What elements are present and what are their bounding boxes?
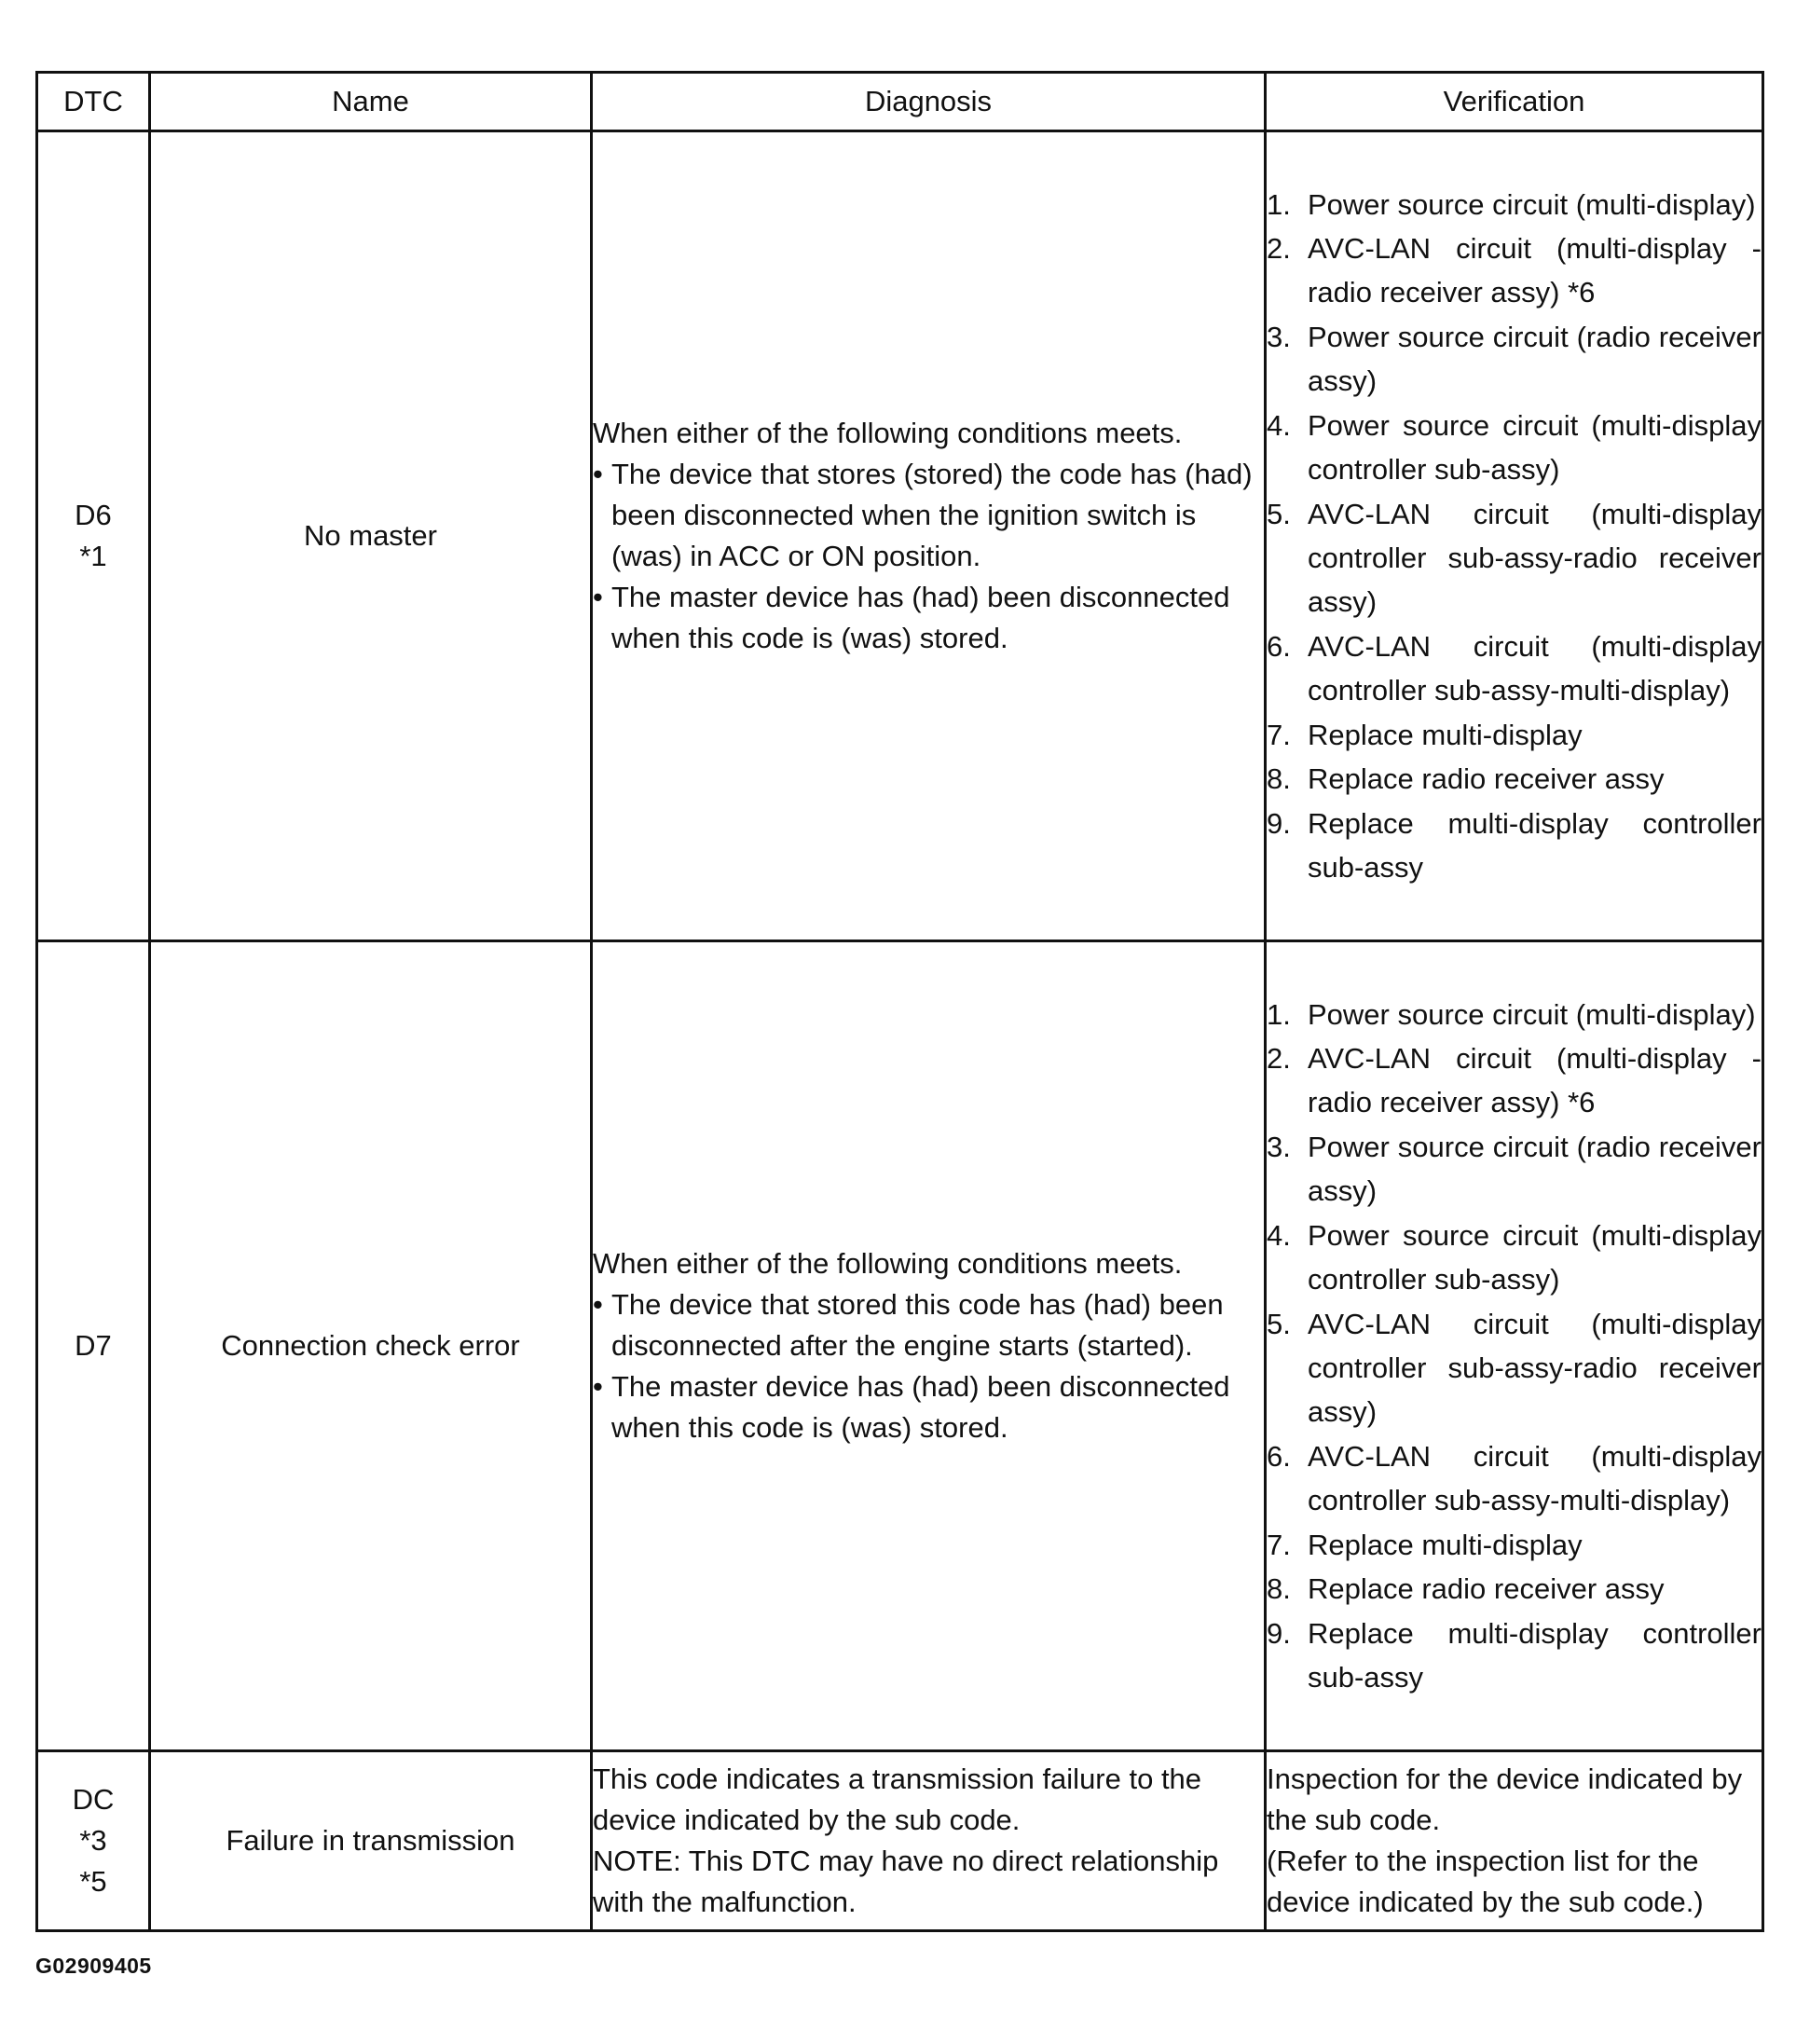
diagnosis-note: NOTE: This DTC may have no direct relationship with the malfunction. (593, 1845, 1219, 1919)
step-text: AVC-LAN circuit (multi-display controller sub-assy-multi-display) (1308, 1439, 1762, 1517)
verification-step (1267, 993, 1762, 1036)
verification-step (1267, 757, 1762, 801)
step-text: Power source circuit (radio receiver assy) (1308, 320, 1762, 398)
diagnosis-text: This code indicates a transmission failure to the device indicated by the sub code. (593, 1762, 1202, 1836)
diagnosis-bullet: • The master device has (had) been disconnected when this code is (was) stored. (593, 1366, 1264, 1448)
dtc-cell (37, 131, 150, 941)
dtc-cell (37, 941, 150, 1751)
step-text: AVC-LAN circuit (multi-display controller sub-assy-radio receiver assy) (1308, 497, 1762, 619)
step-number: 3. (1267, 1130, 1291, 1163)
dtc-table (35, 71, 1764, 1932)
step-text: Replace multi-display (1308, 718, 1583, 751)
verification-cell (1266, 941, 1763, 1751)
step-number: 4. (1267, 408, 1291, 442)
step-number: 1. (1267, 187, 1291, 221)
verification-step (1267, 492, 1762, 624)
diagnosis-bullets (593, 1284, 1264, 1448)
table-row (37, 131, 1763, 941)
step-text: Replace radio receiver assy (1308, 1572, 1665, 1606)
verification-step (1267, 315, 1762, 404)
verification-step (1267, 713, 1762, 757)
step-number: 8. (1267, 762, 1291, 796)
table-row (37, 1751, 1763, 1931)
diagnosis-bullet: • The device that stores (stored) the code has (had) been disconnected when the ignition switch is (was) in ACC or ON position. (593, 454, 1264, 577)
step-number: 9. (1267, 1616, 1291, 1650)
step-text: AVC-LAN circuit (multi-display - radio receiver assy) *6 (1308, 1042, 1762, 1119)
step-number: 2. (1267, 232, 1291, 266)
verification-step (1267, 802, 1762, 890)
diagnosis-bullet: • The master device has (had) been disconnected when this code is (was) stored. (593, 577, 1264, 659)
verification-step (1267, 1434, 1762, 1523)
step-number: 5. (1267, 1307, 1291, 1340)
verification-note: (Refer to the inspection list for the device indicated by the sub code.) (1267, 1845, 1704, 1919)
diagnosis-cell (592, 941, 1266, 1751)
step-text: AVC-LAN circuit (multi-display controller sub-assy-multi-display) (1308, 629, 1762, 707)
step-number: 1. (1267, 997, 1291, 1031)
header-diagnosis: Diagnosis (592, 73, 1266, 131)
step-text: Replace multi-display controller sub-assy (1308, 1616, 1762, 1694)
verification-steps (1267, 993, 1762, 1700)
header-dtc: DTC (37, 73, 150, 131)
step-number: 4. (1267, 1218, 1291, 1252)
dtc-code: DC (72, 1782, 115, 1816)
verification-step (1267, 1523, 1762, 1567)
step-text: Power source circuit (radio receiver assy) (1308, 1130, 1762, 1208)
verification-step (1267, 1302, 1762, 1434)
step-number: 9. (1267, 806, 1291, 840)
header-name: Name (150, 73, 592, 131)
verification-step (1267, 624, 1762, 713)
figure-code: G02909405 (35, 1954, 152, 1978)
step-text: AVC-LAN circuit (multi-display - radio receiver assy) *6 (1308, 232, 1762, 309)
step-text: Replace multi-display controller sub-assy (1308, 806, 1762, 884)
verification-step (1267, 183, 1762, 226)
diagnosis-bullets (593, 454, 1264, 659)
dtc-note: *5 (79, 1865, 107, 1898)
verification-step (1267, 1214, 1762, 1302)
dtc-code: D7 (75, 1328, 112, 1362)
dtc-code: D6 (75, 498, 112, 531)
dtc-note: *3 (79, 1823, 107, 1857)
name-cell: Failure in transmission (150, 1751, 592, 1931)
verification-cell (1266, 1751, 1763, 1931)
step-number: 2. (1267, 1042, 1291, 1076)
diagnosis-cell (592, 1751, 1266, 1931)
step-number: 3. (1267, 320, 1291, 353)
step-text: Power source circuit (multi-display) (1308, 997, 1756, 1031)
diagnosis-cell (592, 131, 1266, 941)
name-cell: Connection check error (150, 941, 592, 1751)
step-number: 7. (1267, 718, 1291, 751)
verification-text: Inspection for the device indicated by the sub code. (1267, 1762, 1743, 1836)
verification-step (1267, 1612, 1762, 1700)
step-text: Replace multi-display (1308, 1528, 1583, 1561)
verification-cell (1266, 131, 1763, 941)
step-number: 6. (1267, 629, 1291, 663)
dtc-note: *1 (79, 540, 107, 572)
table-header-row (37, 73, 1763, 131)
verification-step (1267, 1567, 1762, 1611)
step-text: AVC-LAN circuit (multi-display controller sub-assy-radio receiver assy) (1308, 1307, 1762, 1429)
step-number: 5. (1267, 497, 1291, 530)
verification-step (1267, 226, 1762, 315)
verification-steps (1267, 183, 1762, 890)
step-text: Power source circuit (multi-display) (1308, 187, 1756, 221)
dtc-cell (37, 1751, 150, 1931)
verification-step (1267, 404, 1762, 492)
verification-step (1267, 1125, 1762, 1214)
step-text: Power source circuit (multi-display controller sub-assy) (1308, 408, 1762, 487)
diagnosis-bullet: • The device that stored this code has (had) been disconnected after the engine starts (started). (593, 1284, 1264, 1366)
header-verification: Verification (1266, 73, 1763, 131)
name-cell: No master (150, 131, 592, 941)
step-number: 7. (1267, 1528, 1291, 1561)
diagnosis-intro: When either of the following conditions meets. (593, 416, 1183, 449)
step-text: Replace radio receiver assy (1308, 762, 1665, 796)
step-number: 8. (1267, 1572, 1291, 1606)
verification-step (1267, 1036, 1762, 1125)
step-number: 6. (1267, 1439, 1291, 1473)
table-row (37, 941, 1763, 1751)
step-text: Power source circuit (multi-display controller sub-assy) (1308, 1218, 1762, 1296)
diagnosis-intro: When either of the following conditions meets. (593, 1246, 1183, 1280)
